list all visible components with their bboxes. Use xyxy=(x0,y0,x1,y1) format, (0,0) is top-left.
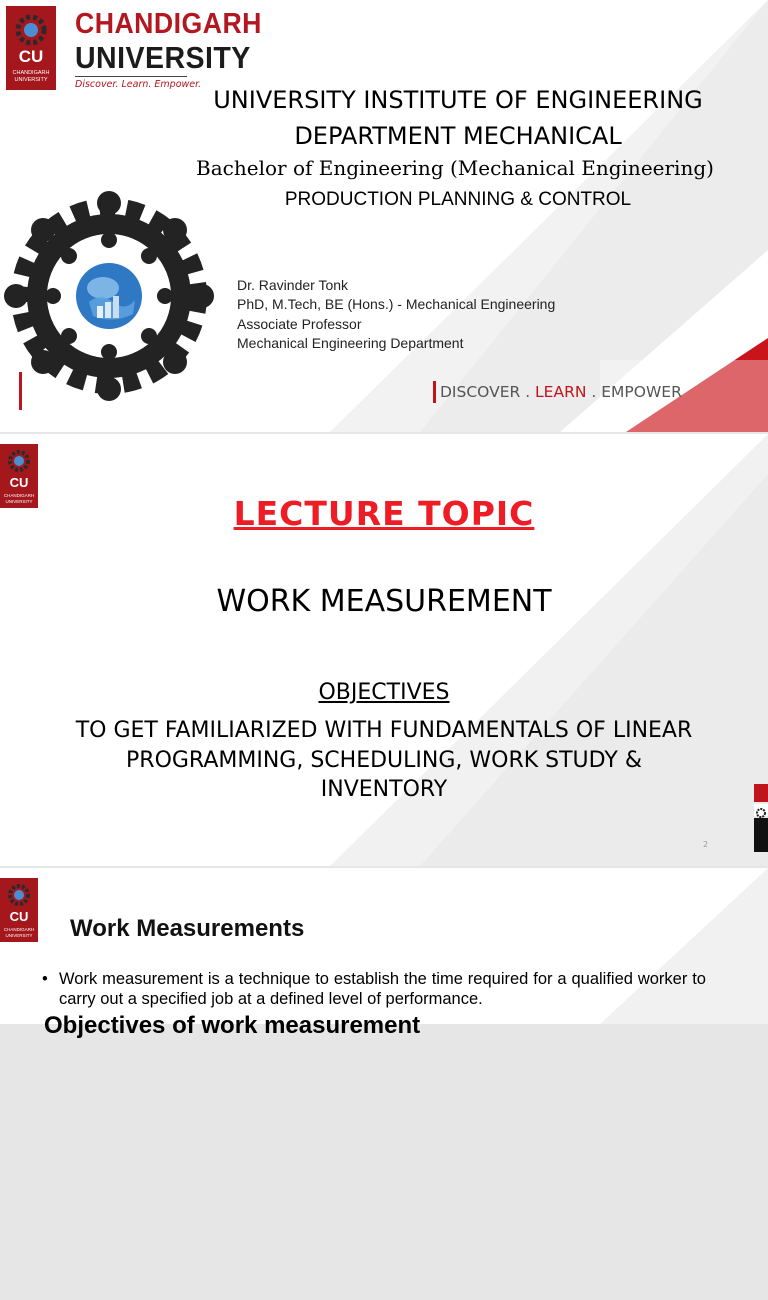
faculty-department: Mechanical Engineering Department xyxy=(237,335,464,352)
logo-subtext-1: CHANDIGARH xyxy=(12,70,50,76)
cu-logo xyxy=(0,878,38,942)
institute-heading xyxy=(150,82,766,154)
logo-subtext-2: UNIVERSITY xyxy=(5,499,33,504)
side-accent-icon xyxy=(754,804,768,816)
department-name: DEPARTMENT MECHANICAL xyxy=(294,122,622,150)
objectives-text: TO GET FAMILIARIZED WITH FUNDAMENTALS OF LINEAR PROGRAMMING, SCHEDULING, WORK STUDY & INVENTORY xyxy=(75,718,693,802)
faculty-info xyxy=(237,276,555,354)
slide-lecture-topic xyxy=(0,434,768,866)
tagline-empower: . EMPOWER xyxy=(586,383,682,401)
bullet-dot-icon: • xyxy=(42,970,48,988)
degree-name: Bachelor of Engineering (Mechanical Engineering) xyxy=(196,156,714,180)
lecture-topic-name: WORK MEASUREMENT xyxy=(216,584,552,619)
cu-gear-emblem-icon xyxy=(0,878,38,942)
accent-bar xyxy=(19,372,22,410)
logo-cu-text: CU xyxy=(9,475,29,490)
brand-name-line2: UNIVERSITY xyxy=(75,40,251,75)
bullet-text: Work measurement is a technique to establish the time required for a qualified worker to carry out a specified job at a defined level of performance. xyxy=(59,970,706,1008)
brand-name-line1: CHANDIGARH xyxy=(75,8,262,40)
logo-subtext-1: CHANDIGARH xyxy=(3,493,35,498)
cu-gear-emblem-icon xyxy=(6,6,56,90)
page-number: 2 xyxy=(703,840,709,849)
slide-title: Work Measurements xyxy=(70,915,305,942)
discover-learn-empower-tagline xyxy=(433,381,682,403)
cu-logo xyxy=(6,6,56,90)
gear-globe-icon xyxy=(4,198,214,398)
logo-cu-text: CU xyxy=(9,909,29,924)
institute-name: UNIVERSITY INSTITUTE OF ENGINEERING xyxy=(213,86,703,114)
next-heading: Objectives of work measurement xyxy=(44,1012,421,1039)
side-accent-red xyxy=(754,784,768,802)
logo-cu-text: CU xyxy=(18,47,44,66)
tagline-discover: DISCOVER . xyxy=(440,383,536,401)
bullet-item xyxy=(44,969,706,1009)
brand-tagline: Discover. Learn. Empower. xyxy=(75,79,202,90)
slide-work-measurements xyxy=(0,868,768,1039)
slide-title xyxy=(0,0,768,432)
side-accent-dark xyxy=(754,818,768,852)
lecture-topic-heading: LECTURE TOPIC xyxy=(233,494,535,533)
logo-subtext-1: CHANDIGARH xyxy=(3,927,35,932)
tagline-learn: LEARN xyxy=(535,383,587,401)
faculty-qualification: PhD, M.Tech, BE (Hons.) - Mechanical Engineering xyxy=(237,296,556,313)
faculty-name: Dr. Ravinder Tonk xyxy=(237,277,349,293)
objectives-heading: OBJECTIVES xyxy=(318,680,450,705)
logo-subtext-2: UNIVERSITY xyxy=(14,77,48,83)
course-name: PRODUCTION PLANNING & CONTROL xyxy=(284,189,632,210)
brand-divider xyxy=(75,76,187,77)
logo-subtext-2: UNIVERSITY xyxy=(5,933,33,938)
faculty-designation: Associate Professor xyxy=(237,315,362,332)
